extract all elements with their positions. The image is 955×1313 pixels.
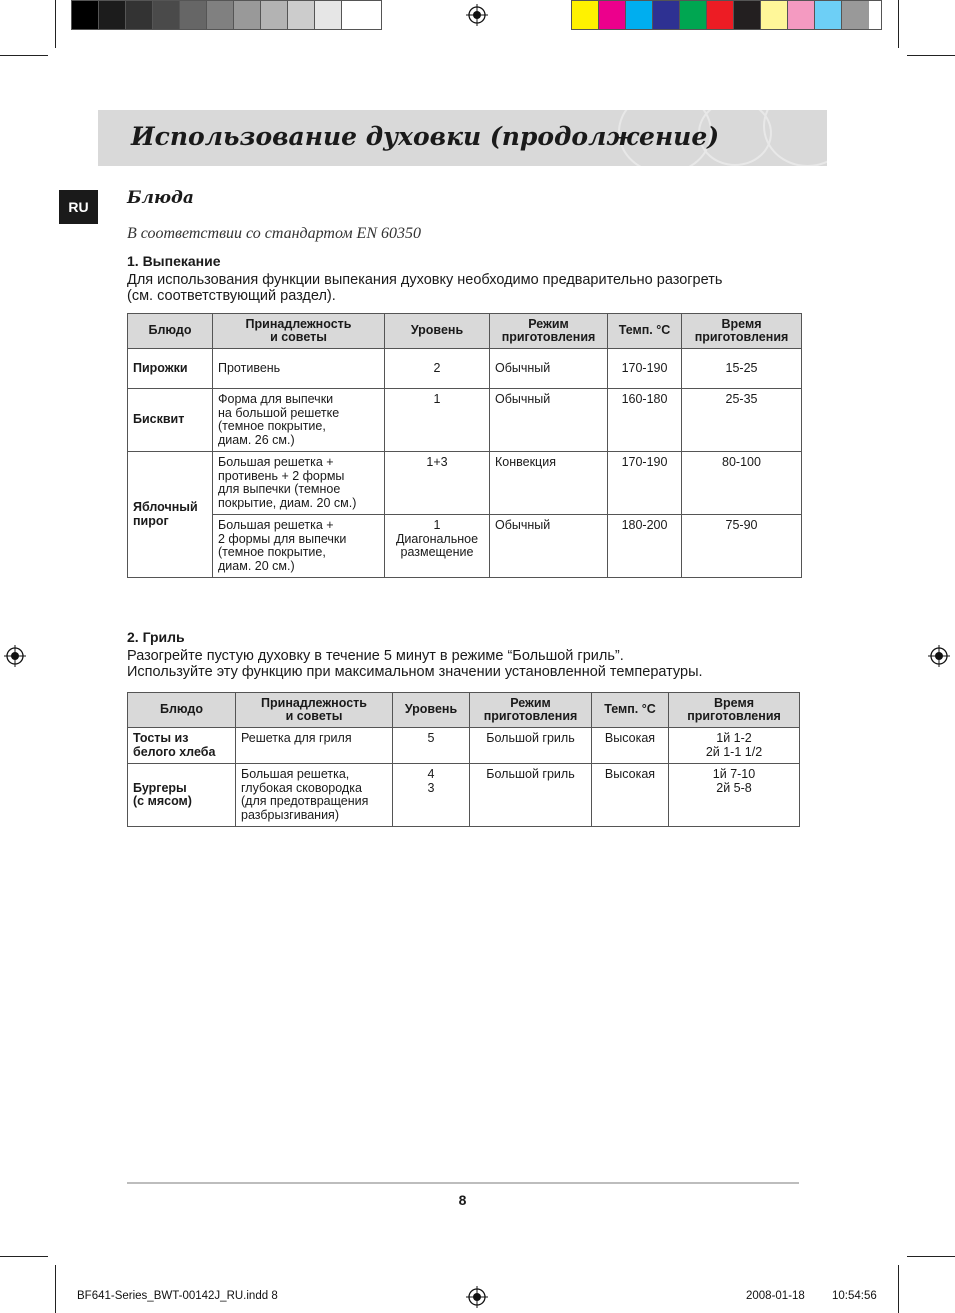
- mode-cell: Большой гриль: [470, 728, 592, 764]
- dish-cell: Яблочный пирог: [128, 452, 213, 578]
- dish-cell: Бисквит: [128, 389, 213, 452]
- level-cell: 2: [385, 349, 490, 389]
- baking-heading: 1. Выпекание: [127, 253, 221, 269]
- registration-mark-icon: [466, 4, 488, 26]
- table-row: [128, 349, 802, 389]
- slug-date: 2008-01-18: [746, 1290, 805, 1302]
- page-title: Использование духовки (продолжение): [131, 122, 720, 151]
- color-swatch: [288, 1, 315, 29]
- temp-cell: 170-190: [608, 349, 682, 389]
- level-cell: 1: [385, 389, 490, 452]
- column-header: Режим приготовления: [490, 314, 608, 349]
- grill-intro: [127, 648, 703, 680]
- mode-cell: Большой гриль: [470, 764, 592, 827]
- accessory-cell: Большая решетка + противень + 2 формы для выпечки (темное покрытие, диам. 20 см.): [213, 452, 385, 515]
- color-swatch: [261, 1, 288, 29]
- crop-mark: [907, 55, 955, 56]
- table-row: [128, 452, 802, 515]
- grill-heading: 2. Гриль: [127, 629, 185, 645]
- crop-mark: [898, 0, 899, 48]
- color-swatch: [626, 1, 653, 29]
- color-swatch: [734, 1, 761, 29]
- time-cell: 75-90: [682, 515, 802, 578]
- color-swatch: [761, 1, 788, 29]
- color-swatch: [653, 1, 680, 29]
- column-header: Темп. °С: [592, 693, 669, 728]
- table-row: [128, 764, 800, 827]
- dish-cell: Тосты из белого хлеба: [128, 728, 236, 764]
- footer-rule: [127, 1182, 799, 1184]
- slug-file: BF641-Series_BWT-00142J_RU.indd 8: [77, 1290, 278, 1302]
- color-swatch: [599, 1, 626, 29]
- temp-cell: Высокая: [592, 728, 669, 764]
- time-cell: 25-35: [682, 389, 802, 452]
- time-cell: 80-100: [682, 452, 802, 515]
- grayscale-color-bar: [71, 0, 382, 30]
- table-row: [128, 515, 802, 578]
- temp-cell: 180-200: [608, 515, 682, 578]
- dish-cell: Бургеры (с мясом): [128, 764, 236, 827]
- color-swatch: [842, 1, 869, 29]
- color-swatch: [315, 1, 342, 29]
- crop-mark: [55, 1265, 56, 1313]
- column-header: Время приготовления: [682, 314, 802, 349]
- baking-intro: [127, 272, 722, 304]
- table-row: [128, 728, 800, 764]
- column-header: Уровень: [393, 693, 470, 728]
- slug-time: 10:54:56: [832, 1290, 877, 1302]
- color-swatch: [680, 1, 707, 29]
- color-swatch: [126, 1, 153, 29]
- time-cell: 15-25: [682, 349, 802, 389]
- table-row: [128, 389, 802, 452]
- level-cell: 1+3: [385, 452, 490, 515]
- temp-cell: Высокая: [592, 764, 669, 827]
- color-swatch: [572, 1, 599, 29]
- page-number: 8: [458, 1192, 467, 1208]
- time-cell: 1й 7-10 2й 5-8: [669, 764, 800, 827]
- color-swatch: [788, 1, 815, 29]
- color-swatch: [707, 1, 734, 29]
- mode-cell: Обычный: [490, 389, 608, 452]
- mode-cell: Конвекция: [490, 452, 608, 515]
- mode-cell: Обычный: [490, 349, 608, 389]
- crop-mark: [0, 1256, 48, 1257]
- section-title: Блюда: [127, 188, 194, 208]
- dish-cell: Пирожки: [128, 349, 213, 389]
- baking-intro-line: (см. соответствующий раздел).: [127, 288, 336, 304]
- crop-mark: [907, 1256, 955, 1257]
- accessory-cell: Большая решетка, глубокая сковородка (для предотвращения разбрызгивания): [236, 764, 393, 827]
- registration-mark-icon: [4, 645, 26, 667]
- temp-cell: 160-180: [608, 389, 682, 452]
- baking-table: [127, 313, 802, 578]
- color-swatch: [234, 1, 261, 29]
- grill-table: [127, 692, 800, 827]
- color-swatch: [342, 1, 369, 29]
- color-swatch: [72, 1, 99, 29]
- grill-intro-line: Разогрейте пустую духовку в течение 5 минут в режиме “Большой гриль”.: [127, 648, 624, 664]
- column-header: Темп. °С: [608, 314, 682, 349]
- column-header: Принадлежность и советы: [213, 314, 385, 349]
- time-cell: 1й 1-2 2й 1-1 1/2: [669, 728, 800, 764]
- crop-mark: [55, 0, 56, 48]
- color-swatch: [180, 1, 207, 29]
- column-header: Принадлежность и советы: [236, 693, 393, 728]
- standard-note: В соответствии со стандартом EN 60350: [127, 225, 421, 242]
- registration-mark-icon: [928, 645, 950, 667]
- accessory-cell: Решетка для гриля: [236, 728, 393, 764]
- column-header: Время приготовления: [669, 693, 800, 728]
- column-header: Режим приготовления: [470, 693, 592, 728]
- process-color-bar: [571, 0, 882, 30]
- mode-cell: Обычный: [490, 515, 608, 578]
- accessory-cell: Форма для выпечки на большой решетке (темное покрытие, диам. 26 см.): [213, 389, 385, 452]
- color-swatch: [815, 1, 842, 29]
- level-cell: 4 3: [393, 764, 470, 827]
- level-cell: 5: [393, 728, 470, 764]
- column-header: Уровень: [385, 314, 490, 349]
- color-swatch: [153, 1, 180, 29]
- column-header: Блюдо: [128, 314, 213, 349]
- decorative-tomato-icon: [763, 110, 827, 166]
- column-header: Блюдо: [128, 693, 236, 728]
- registration-mark-icon: [466, 1286, 488, 1308]
- crop-mark: [0, 55, 48, 56]
- accessory-cell: Большая решетка + 2 формы для выпечки (темное покрытие, диам. 20 см.): [213, 515, 385, 578]
- color-swatch: [99, 1, 126, 29]
- level-cell: 1 Диагональное размещение: [385, 515, 490, 578]
- grill-intro-line: Используйте эту функцию при максимальном значении установленной температуры.: [127, 664, 703, 680]
- accessory-cell: Противень: [213, 349, 385, 389]
- temp-cell: 170-190: [608, 452, 682, 515]
- color-swatch: [207, 1, 234, 29]
- language-badge: RU: [59, 190, 98, 224]
- crop-mark: [898, 1265, 899, 1313]
- header-band: [98, 110, 827, 166]
- baking-intro-line: Для использования функции выпекания духовку необходимо предварительно разогреть: [127, 272, 723, 288]
